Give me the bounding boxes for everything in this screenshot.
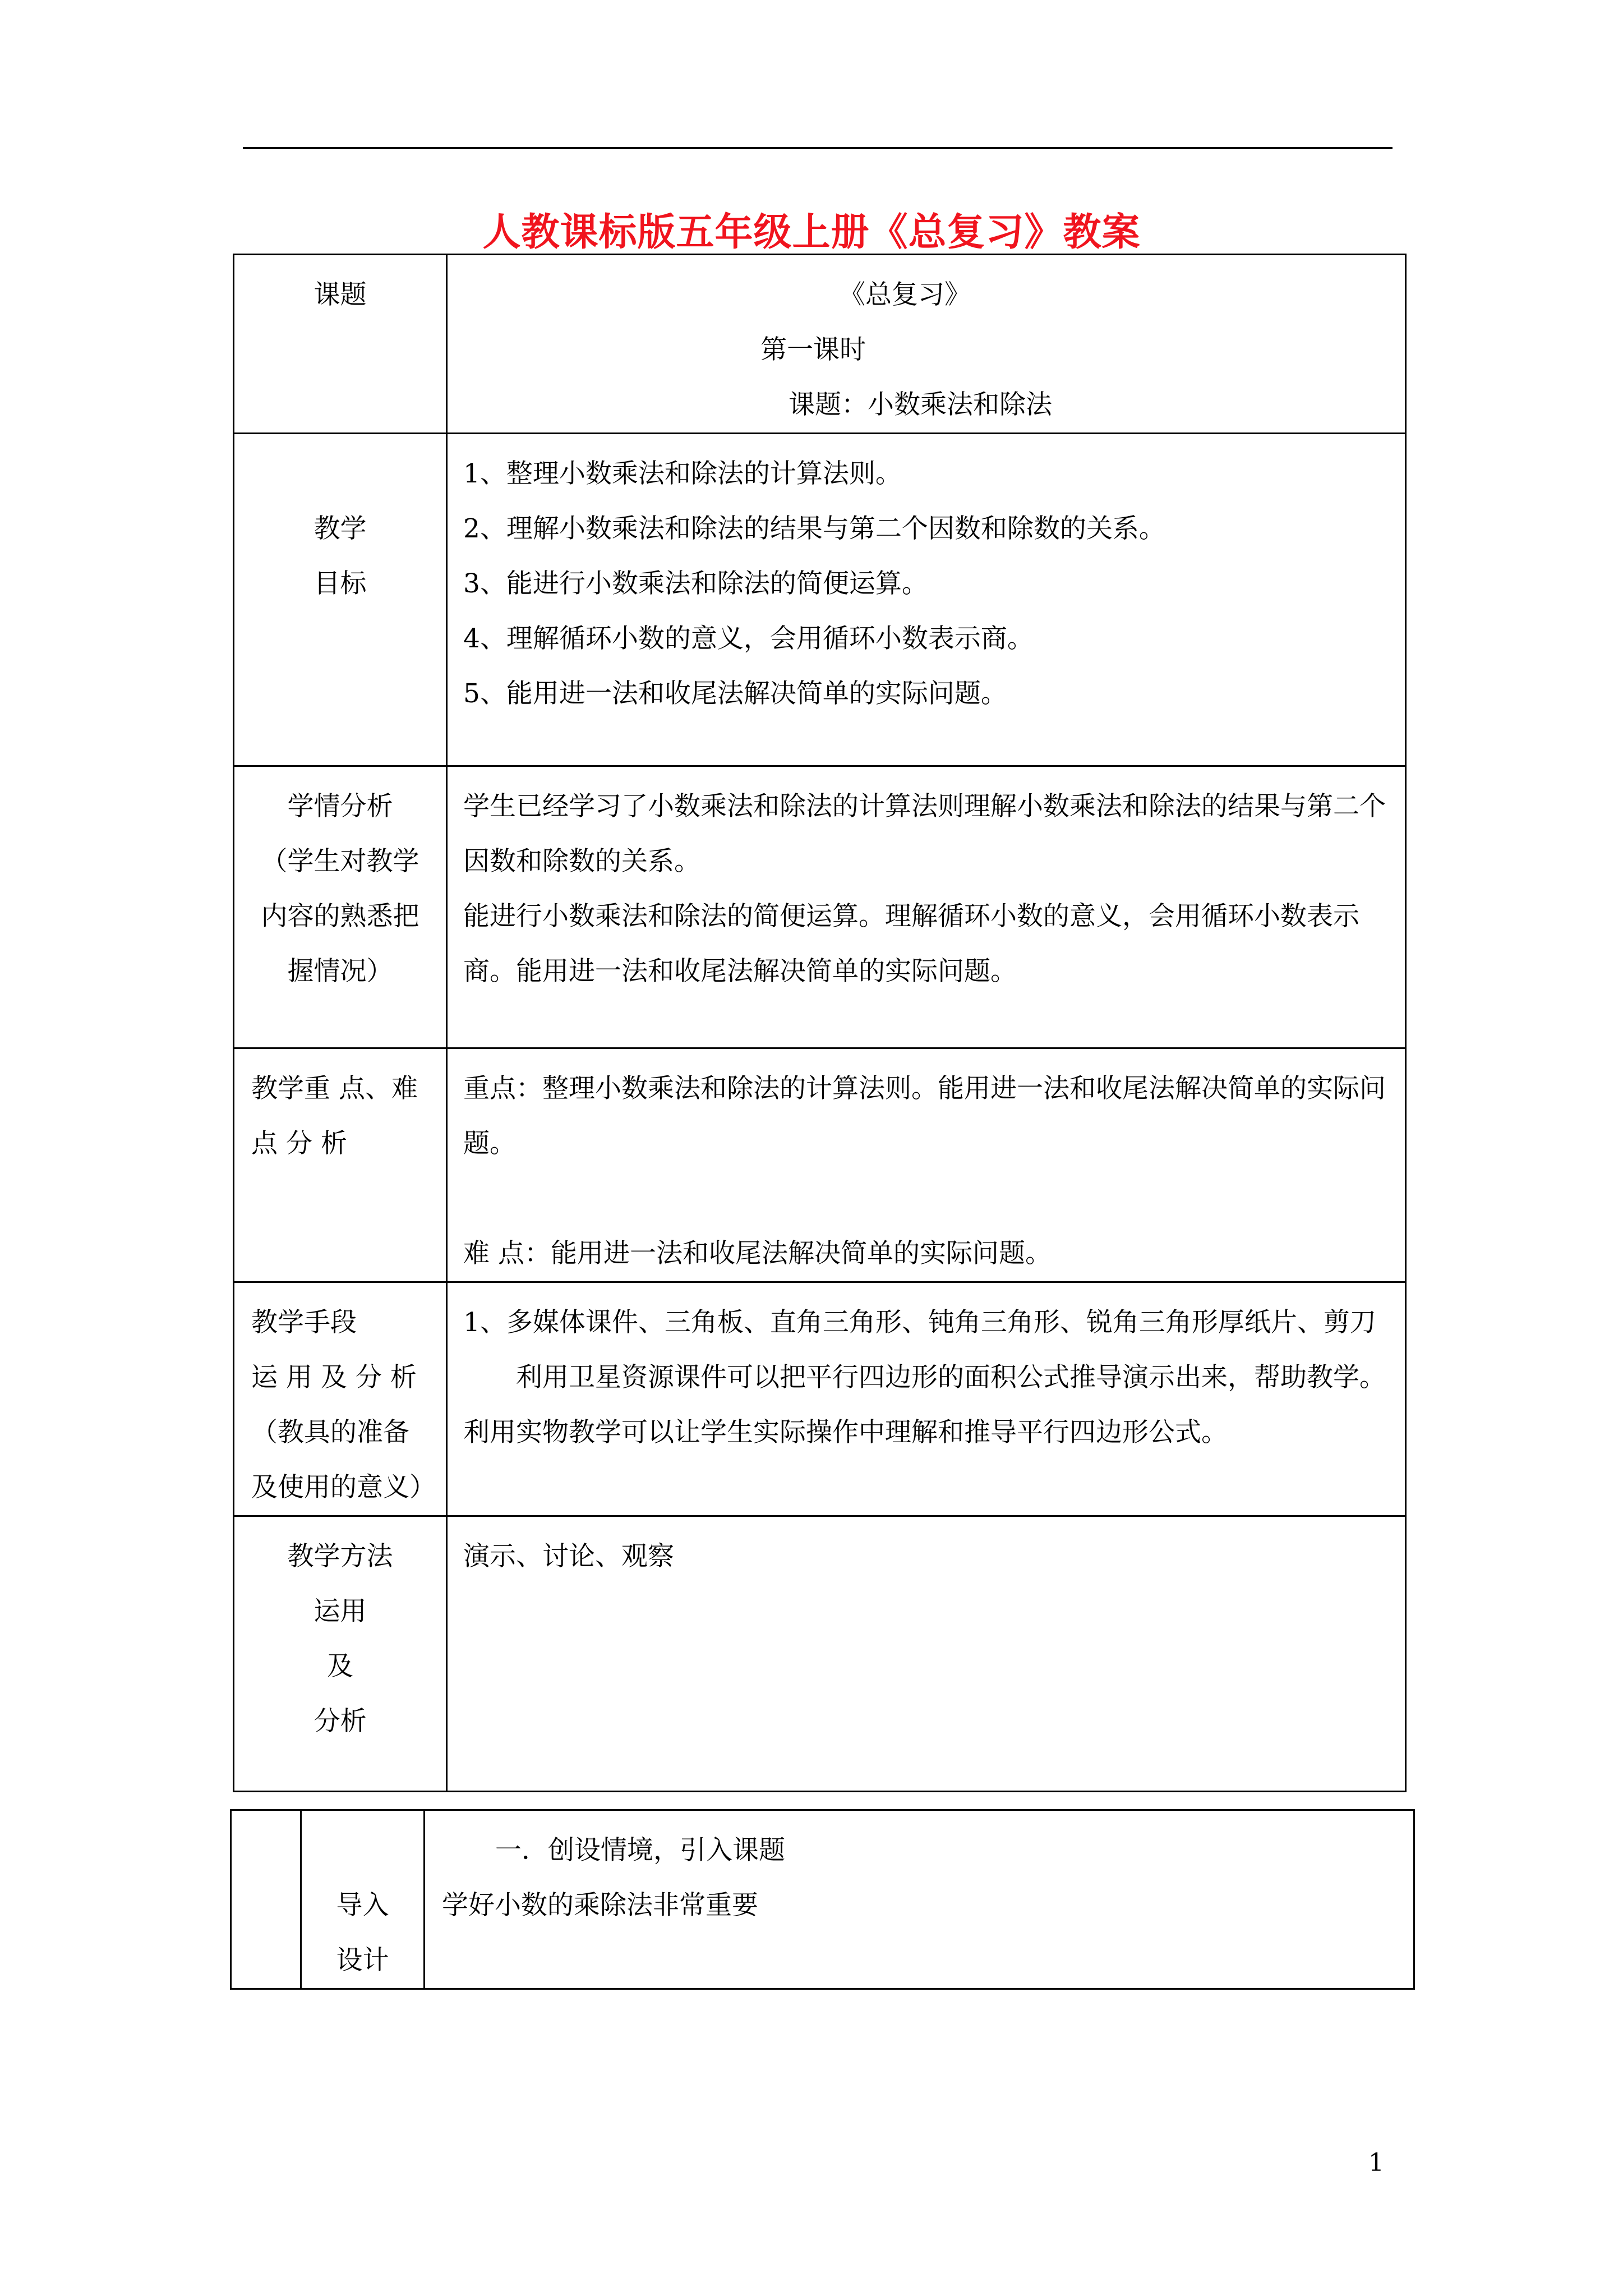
topic-content-cell: [447, 255, 1406, 434]
means-label-line1: 教学手段: [251, 1307, 357, 1338]
objective-item: 3、能进行小数乘法和除法的简便运算。: [463, 568, 928, 599]
means-row: [234, 1282, 1406, 1516]
objective-item: 1、整理小数乘法和除法的计算法则。: [463, 458, 902, 489]
header-rule: [243, 147, 1393, 149]
intro-label-line2: 设计: [336, 1945, 389, 1976]
methods-label-line4: 分析: [313, 1706, 367, 1737]
means-label-line2: 运 用 及 分 析: [251, 1362, 417, 1393]
analysis-label-cell: [234, 766, 447, 1048]
means-text-2: 利用卫星资源课件可以把平行四边形的面积公式推导演示出来，帮助教学。利用实物教学可以让学生实际操作中理解和推导平行四边形公式。: [463, 1362, 1386, 1448]
keypoints-spacer: [463, 1171, 1395, 1226]
keypoints-label-line2: 点 分 析: [251, 1128, 347, 1159]
methods-content-cell: [447, 1516, 1406, 1792]
objectives-content-cell: [447, 434, 1406, 766]
topic-lesson-number: 第一课时: [760, 334, 866, 365]
intro-blank-cell: [231, 1810, 301, 1989]
intro-content-cell: [425, 1810, 1414, 1989]
methods-label-line2: 运用: [313, 1596, 367, 1627]
intro-row: [231, 1810, 1414, 1989]
topic-label-cell: [234, 255, 447, 434]
analysis-row: [234, 766, 1406, 1048]
methods-label-cell: [234, 1516, 447, 1792]
intro-label-line1: 导入: [336, 1890, 389, 1921]
analysis-label-line4: 握情况）: [287, 956, 393, 987]
objectives-label-line1: 教学: [313, 513, 367, 544]
intro-heading: 一．创设情境，引入课题: [495, 1835, 785, 1866]
keypoints-label-cell: [234, 1048, 447, 1282]
keypoints-content-cell: [447, 1048, 1406, 1282]
means-text-1: 1、多媒体课件、三角板、直角三角形、钝角三角形、锐角三角形厚纸片、剪刀: [463, 1307, 1376, 1338]
analysis-label-line2: （学生对教学: [261, 846, 419, 877]
topic-subject: 课题：小数乘法和除法: [789, 389, 1052, 420]
key-point-text: 重点：整理小数乘法和除法的计算法则。能用进一法和收尾法解决简单的实际问题。: [463, 1073, 1386, 1159]
objective-item: 2、理解小数乘法和除法的结果与第二个因数和除数的关系。: [463, 513, 1165, 544]
methods-text: 演示、讨论、观察: [463, 1541, 674, 1572]
methods-row: [234, 1516, 1406, 1792]
means-label-line3: （教具的准备: [251, 1417, 409, 1448]
means-label-cell: [234, 1282, 447, 1516]
methods-label-line1: 教学方法: [287, 1541, 393, 1572]
analysis-text-1: 学生已经学习了小数乘法和除法的计算法则理解小数乘法和除法的结果与第二个因数和除数的关系。: [463, 791, 1386, 877]
topic-row: [234, 255, 1406, 434]
difficult-point-text: 难 点：能用进一法和收尾法解决简单的实际问题。: [463, 1238, 1052, 1269]
objectives-label-cell: [234, 434, 447, 766]
analysis-text-2: 能进行小数乘法和除法的简便运算。理解循环小数的意义，会用循环小数表示商。能用进一法和收尾法解决简单的实际问题。: [463, 901, 1359, 987]
analysis-label-line3: 内容的熟悉把: [261, 901, 419, 932]
keypoints-row: [234, 1048, 1406, 1282]
topic-book-title: 《总复习》: [839, 279, 971, 310]
objective-item: 4、理解循环小数的意义，会用循环小数表示商。: [463, 623, 1034, 654]
lesson-plan-table: [233, 254, 1407, 1792]
intro-text: 学好小数的乘除法非常重要: [442, 1890, 758, 1921]
means-content-cell: [447, 1282, 1406, 1516]
analysis-label-line1: 学情分析: [287, 791, 393, 822]
intro-design-table: [230, 1809, 1415, 1990]
methods-label-line3: 及: [327, 1651, 353, 1682]
document-title: 人教课标版五年级上册《总复习》教案: [482, 210, 1141, 255]
objectives-row: [234, 434, 1406, 766]
page-number: 1: [1368, 2148, 1384, 2177]
means-label-line4: 及使用的意义）: [251, 1472, 436, 1503]
keypoints-label-line1: 教学重 点、难: [251, 1073, 418, 1104]
objective-item: 5、能用进一法和收尾法解决简单的实际问题。: [463, 678, 1007, 709]
intro-label-cell: [301, 1810, 425, 1989]
analysis-content-cell: [447, 766, 1406, 1048]
topic-label: 课题: [313, 279, 367, 310]
objectives-label-line2: 目标: [313, 568, 367, 599]
